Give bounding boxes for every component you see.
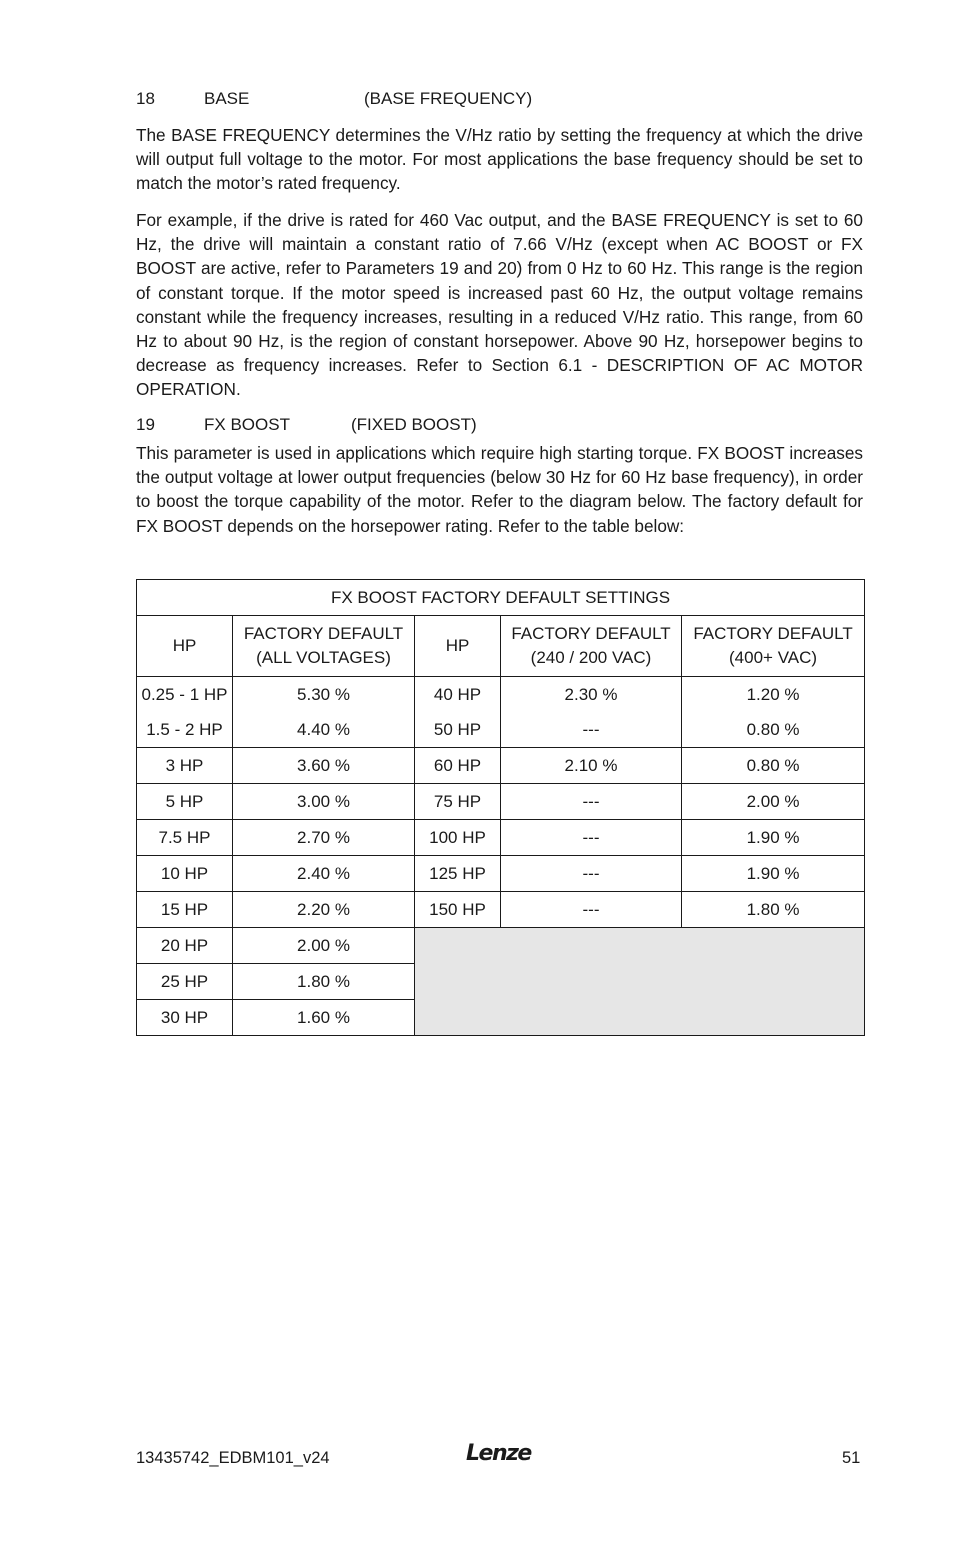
left-hp-cell: 20 HP [137,928,233,964]
header-hp-right: HP [415,616,501,677]
left-value-cell: 1.60 % [233,1000,415,1036]
right-240-cell: 2.10 % [501,748,682,784]
header-default-all-line1: FACTORY DEFAULT [243,624,404,643]
table-row [137,820,865,856]
left-value-cell: 2.40 % [233,856,415,892]
left-value-cell: 2.70 % [233,820,415,856]
left-value-cell: 5.30 % [233,677,415,713]
right-hp-cell: 50 HP [415,712,501,748]
table-row [137,677,865,713]
table-row [137,784,865,820]
right-hp-cell: 100 HP [415,820,501,856]
empty-shaded-area [415,928,865,1036]
left-value-cell: 3.60 % [233,748,415,784]
table-row [137,748,865,784]
page-number: 51 [842,1449,861,1467]
header-hp-left: HP [137,616,233,677]
section-18-paragraph-2: For example, if the drive is rated for 460 Vac output, and the BASE FREQUENCY is set to 60 Hz, the drive will maintain a constant ratio of 7.66 V/Hz (except when AC BOOST or FX BOOST are active, refer to Parameters 19 and 20) from 0 Hz to 60 Hz. This range is the region of constant torque. If the motor speed is increased past 60 Hz, the output voltage remains constant while the frequency increases, resulting in a reduced V/Hz ratio. This range, from 60 Hz to about 90 Hz, is the region of constant horsepower. Above 90 Hz, horsepower begins to decrease as frequency increases. Refer to Section 6.1 - DESCRIPTION OF AC MOTOR OPERATION. [136,210,863,400]
header-default-400-line1: FACTORY DEFAULT [693,624,853,643]
left-hp-cell: 25 HP [137,964,233,1000]
right-hp-cell: 150 HP [415,892,501,928]
footer-doc-id: 13435742_EDBM101_v24 [136,1449,330,1467]
right-hp-cell: 75 HP [415,784,501,820]
right-hp-cell: 60 HP [415,748,501,784]
table-title: FX BOOST FACTORY DEFAULT SETTINGS [137,580,865,616]
fx-boost-defaults-table [136,579,865,1036]
right-400-cell: 0.80 % [682,712,865,748]
right-400-cell: 1.90 % [682,820,865,856]
section-18-full-name: (BASE FREQUENCY) [364,89,533,108]
right-hp-cell: 125 HP [415,856,501,892]
right-400-cell: 2.00 % [682,784,865,820]
right-240-cell: --- [501,784,682,820]
left-hp-cell: 5 HP [137,784,233,820]
left-hp-cell: 30 HP [137,1000,233,1036]
header-default-all-voltages [233,616,415,677]
left-value-cell: 3.00 % [233,784,415,820]
header-default-all-line2: (ALL VOLTAGES) [256,648,391,667]
header-default-240-line2: (240 / 200 VAC) [530,648,652,667]
header-default-400-line2: (400+ VAC) [729,648,818,667]
left-value-cell: 4.40 % [233,712,415,748]
left-value-cell: 2.00 % [233,928,415,964]
left-hp-cell: 0.25 - 1 HP [137,677,233,713]
right-400-cell: 0.80 % [682,748,865,784]
table-row [137,892,865,928]
right-400-cell: 1.90 % [682,856,865,892]
header-default-400 [682,616,865,677]
header-default-240-line1: FACTORY DEFAULT [511,624,671,643]
left-hp-cell: 7.5 HP [137,820,233,856]
table-row [137,928,865,964]
right-400-cell: 1.20 % [682,677,865,713]
right-240-cell: 2.30 % [501,677,682,713]
left-value-cell: 1.80 % [233,964,415,1000]
left-hp-cell: 10 HP [137,856,233,892]
section-19-paragraph-1: This parameter is used in applications which require high starting torque. FX BOOST increases the output voltage at lower output frequencies (below 30 Hz for 60 Hz base frequency), in order to boost the torque capability of the motor. Refer to the diagram below. The factory default for FX BOOST depends on the horsepower rating. Refer to the table below: [136,443,863,536]
left-hp-cell: 3 HP [137,748,233,784]
section-18-paragraph-1: The BASE FREQUENCY determines the V/Hz ratio by setting the frequency at which the drive will output full voltage to the motor. For most applications the base frequency should be set to match the motor’s rated frequency. [136,125,863,194]
section-19-name: FX BOOST [204,415,290,434]
left-hp-cell: 15 HP [137,892,233,928]
table-row [137,712,865,748]
left-hp-cell: 1.5 - 2 HP [137,712,233,748]
right-240-cell: --- [501,712,682,748]
section-18-name: BASE [204,89,250,108]
right-240-cell: --- [501,892,682,928]
lenze-logo: Lenze [466,1441,531,1466]
right-240-cell: --- [501,820,682,856]
right-400-cell: 1.80 % [682,892,865,928]
section-19-number: 19 [136,415,155,434]
left-value-cell: 2.20 % [233,892,415,928]
right-hp-cell: 40 HP [415,677,501,713]
section-19-full-name: (FIXED BOOST) [351,415,477,434]
right-240-cell: --- [501,856,682,892]
header-default-240-200 [501,616,682,677]
section-18-number: 18 [136,89,155,108]
table-row [137,856,865,892]
